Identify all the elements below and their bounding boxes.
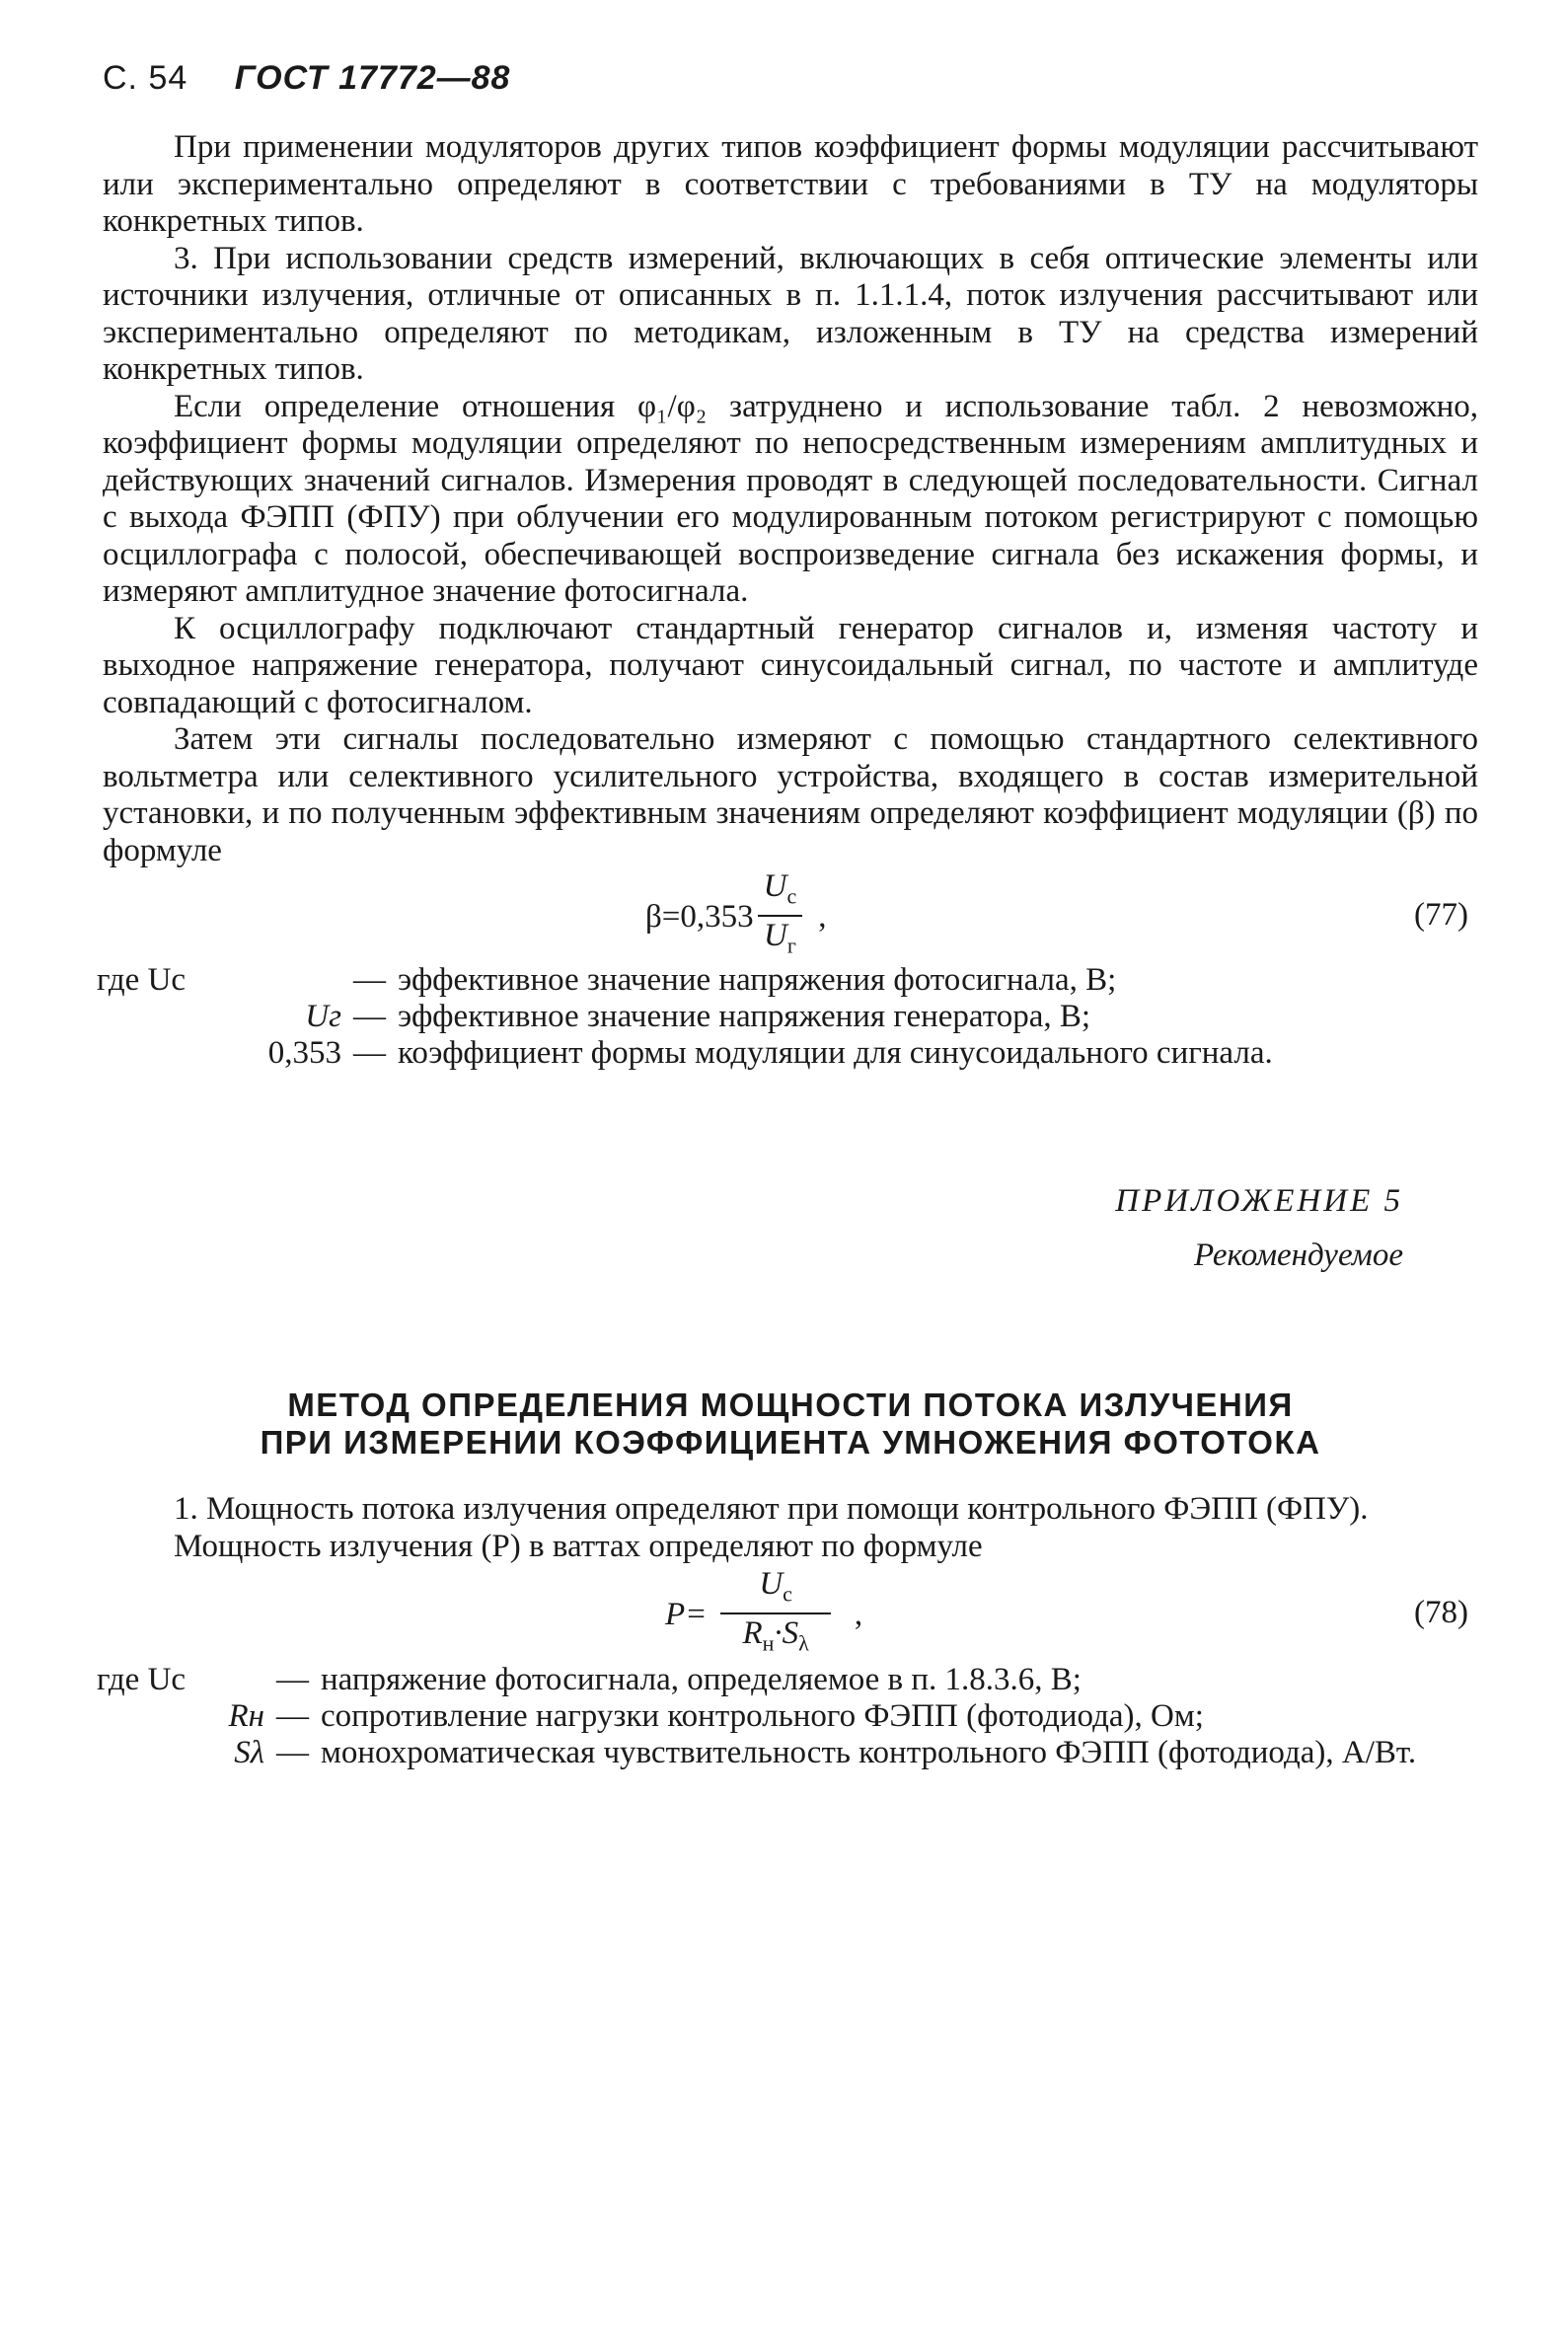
- fraction-numerator: $U_с$: [763, 868, 797, 909]
- paragraph: К осциллографу подключают стандартный генератор сигналов и, изменяя частоту и выходное напряжение генератора, получают синусоидальный сигнал, по частоте и амплитуде совпадающий с фотосигналом.: [103, 610, 1478, 720]
- formula-lhs: β=0,353: [645, 898, 754, 935]
- equation-number: (77): [1414, 897, 1468, 933]
- definition-symbol: 0,353: [267, 1035, 341, 1071]
- definition-row: где Uс — эффективное значение напряжения фотосигнала, В;: [97, 962, 1478, 999]
- appendix-heading: [103, 1183, 1403, 1274]
- paragraph: 1. Мощность потока излучения определяют при помощи контрольного ФЭПП (ФПУ).: [174, 1491, 1369, 1527]
- page-number: С. 54: [103, 59, 188, 97]
- formula-fraction: [720, 1566, 830, 1662]
- definition-text: коэффициент формы модуляции для синусоидального сигнала.: [398, 1035, 1273, 1071]
- formula-77: [103, 868, 1478, 958]
- formula-77-definitions: [97, 962, 1478, 1072]
- paragraph: Мощность излучения (P) в ваттах определяют по формуле: [174, 1528, 983, 1564]
- definition-symbol: Rн: [228, 1698, 264, 1734]
- definition-row: где Uс — напряжение фотосигнала, определяемое в п. 1.8.3.6, В;: [97, 1662, 1478, 1698]
- definition-row: Sλ — монохроматическая чувствительность контрольного ФЭПП (фотодиода), А/Вт.: [97, 1735, 1478, 1771]
- formula-comma: ,: [818, 898, 827, 935]
- definition-row: Uг — эффективное значение напряжения генератора, В;: [97, 999, 1478, 1035]
- fraction-denominator: $U_г$: [758, 915, 802, 965]
- formula-lhs: P=: [665, 1596, 708, 1632]
- definition-row: Rн — сопротивление нагрузки контрольного ФЭПП (фотодиода), Ом;: [97, 1698, 1478, 1735]
- standard-number: ГОСТ 17772—88: [234, 59, 511, 97]
- definition-text: эффективное значение напряжения генератора, В;: [398, 999, 1091, 1034]
- formula-fraction: [758, 868, 803, 964]
- definition-symbol: Uг: [305, 999, 341, 1034]
- formula-78-definitions: [97, 1662, 1478, 1771]
- equation-number: (78): [1414, 1595, 1468, 1630]
- definition-symbol: где Uс: [97, 962, 187, 998]
- definition-text: напряжение фотосигнала, определяемое в п. 1.8.3.6, В;: [321, 1662, 1082, 1697]
- page-header: [103, 59, 1478, 98]
- definition-row: 0,353 — коэффициент формы модуляции для синусоидального сигнала.: [97, 1035, 1478, 1072]
- formula-78: [103, 1566, 1478, 1656]
- appendix-status: Рекомендуемое: [1193, 1238, 1403, 1273]
- paragraph: Затем эти сигналы последовательно измеряют с помощью стандартного селективного вольтметра или селективного усилительного устройства, входящего в состав измерительной установки, и по полученным эффективным значениям определяют коэффициент модуляции (β) по формуле: [103, 721, 1478, 868]
- paragraph: 3. При использовании средств измерений, включающих в себя оптические элементы или источники излучения, отличные от описанных в п. 1.1.1.4, поток излучения рассчитывают или экспериментально определяют по методикам, изложенным в ТУ на средства измерений конкретных типов.: [103, 240, 1478, 387]
- paragraph: При применении модуляторов других типов коэффициент формы модуляции рассчитывают или экспериментально определяют в соответствии с требованиями в ТУ на модуляторы конкретных типов.: [103, 129, 1478, 239]
- formula-comma: ,: [854, 1596, 863, 1632]
- section-title: МЕТОД ОПРЕДЕЛЕНИЯ МОЩНОСТИ ПОТОКА ИЗЛУЧЕНИЯ ПРИ ИЗМЕРЕНИИ КОЭФФИЦИЕНТА УМНОЖЕНИЯ ФОТОТОКА: [260, 1387, 1321, 1461]
- definition-symbol: где Uс: [97, 1662, 187, 1697]
- definition-text: эффективное значение напряжения фотосигнала, В;: [398, 962, 1117, 998]
- fraction-denominator: $R_н\cdot S_\lambda$: [720, 1612, 830, 1663]
- appendix-label: ПРИЛОЖЕНИЕ 5: [1115, 1183, 1403, 1219]
- fraction-numerator: $U_с$: [759, 1566, 792, 1607]
- definition-text: монохроматическая чувствительность контрольного ФЭПП (фотодиода), А/Вт.: [321, 1735, 1417, 1770]
- definition-symbol: Sλ: [234, 1735, 264, 1770]
- document-page: [97, 59, 1478, 1771]
- paragraph: Если определение отношения φ₁/φ₂ затруднено и использование табл. 2 невозможно, коэффициент формы модуляции определяют по непосредственным измерениям амплитудных и действующих значений сигналов. Измерения проводят в следующей последовательности. Сигнал с выхода ФЭПП (ФПУ) при облучении его модулированным потоком регистрируют с помощью осциллографа с полосой, обеспечивающей воспроизведение сигнала без искажения формы, и измеряют амплитудное значение фотосигнала.: [103, 388, 1478, 609]
- definition-text: сопротивление нагрузки контрольного ФЭПП (фотодиода), Ом;: [321, 1698, 1204, 1734]
